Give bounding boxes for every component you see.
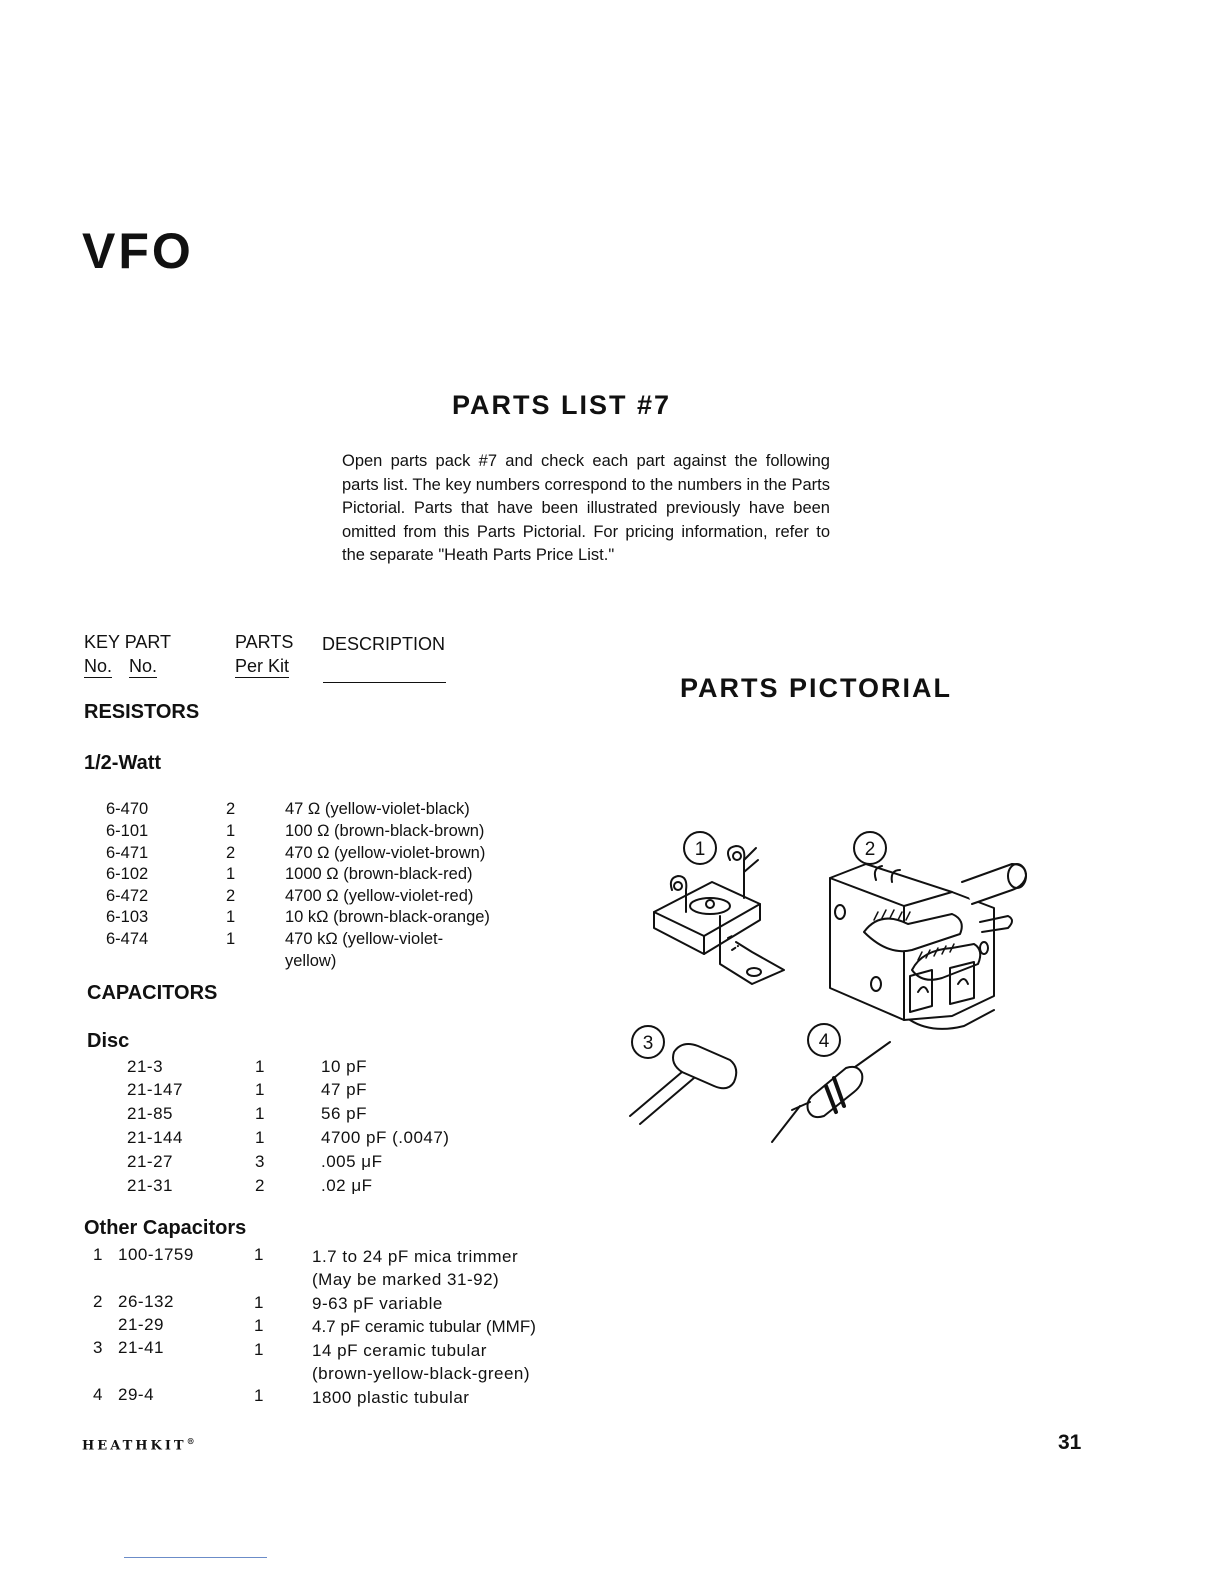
resistor-qty: 2: [226, 844, 236, 862]
callout-3: [632, 1026, 664, 1058]
resistor-part: 6-474: [106, 930, 149, 948]
disc-part: 21-31: [127, 1176, 173, 1195]
other-part: 21-41: [118, 1338, 164, 1357]
resistor-desc: 4700 Ω (yellow-violet-red): [285, 887, 474, 905]
other-key: 2: [93, 1292, 103, 1311]
mica-trimmer-drawing: [654, 846, 784, 984]
other-part: 26-132: [118, 1292, 174, 1311]
registered-mark: ®: [186, 1436, 195, 1446]
resistor-desc: 470 Ω (yellow-violet-brown): [285, 844, 486, 862]
other-part: 100-1759: [118, 1245, 194, 1264]
other-desc: 14 pF ceramic tubular: [312, 1341, 487, 1360]
callout-1: [684, 832, 716, 864]
disc-qty: 1: [255, 1104, 265, 1123]
disc-desc: 56 pF: [321, 1104, 367, 1123]
disc-desc: 47 pF: [321, 1080, 367, 1099]
resistor-qty: 2: [226, 887, 236, 905]
disc-desc: .02 μF: [321, 1176, 373, 1195]
disc-desc: .005 μF: [321, 1152, 383, 1171]
resistor-qty: 1: [226, 865, 236, 883]
resistor-desc-continued: yellow): [285, 952, 337, 970]
resistor-desc: 1000 Ω (brown-black-red): [285, 865, 473, 883]
disc-part: 21-144: [127, 1128, 183, 1147]
page-number: 31: [1058, 1431, 1082, 1454]
other-desc: 4.7 pF ceramic tubular (MMF): [312, 1317, 536, 1336]
disc-part: 21-3: [127, 1057, 164, 1076]
header-description-rule: [323, 682, 446, 683]
resistor-part: 6-472: [106, 887, 149, 905]
resistor-qty: 1: [226, 822, 236, 840]
variable-capacitor-drawing: [830, 864, 1026, 1029]
resistor-desc: 47 Ω (yellow-violet-black): [285, 800, 470, 818]
other-desc-continued: (brown-yellow-black-green): [312, 1364, 531, 1383]
heathkit-logo: [82, 1436, 195, 1453]
resistor-qty: 1: [226, 908, 236, 926]
header-per-kit: Per Kit: [235, 656, 290, 676]
disc-heading: Disc: [87, 1030, 130, 1052]
callout-label: 4: [818, 1031, 830, 1052]
resistor-qty: 1: [226, 930, 236, 948]
other-key: 1: [93, 1245, 103, 1264]
disc-qty: 1: [255, 1057, 265, 1076]
other-qty: 1: [254, 1316, 264, 1335]
other-desc: 1.7 to 24 pF mica trimmer: [312, 1247, 519, 1266]
header-key-no: No.: [84, 656, 113, 676]
parts-list-title: PARTS LIST #7: [452, 390, 672, 420]
header-key-part: KEY PART: [84, 632, 172, 652]
other-qty: 1: [254, 1340, 264, 1359]
resistors-heading: RESISTORS: [84, 701, 200, 723]
page-title: VFO: [82, 223, 194, 279]
footer-rule: [124, 1557, 267, 1558]
header-parts: PARTS: [235, 632, 294, 652]
resistor-desc: 100 Ω (brown-black-brown): [285, 822, 485, 840]
other-desc: 1800 plastic tubular: [312, 1388, 470, 1407]
parts-pictorial-illustration: [612, 820, 1042, 1155]
resistor-part: 6-102: [106, 865, 149, 883]
other-key: 4: [93, 1385, 103, 1404]
callout-2: [854, 832, 886, 864]
other-qty: 1: [254, 1386, 264, 1405]
other-capacitors-heading: Other Capacitors: [84, 1217, 247, 1239]
disc-qty: 2: [255, 1176, 265, 1195]
disc-desc: 4700 pF (.0047): [321, 1128, 450, 1147]
resistor-qty: 2: [226, 800, 236, 818]
disc-part: 21-147: [127, 1080, 183, 1099]
resistor-desc: 470 kΩ (yellow-violet-: [285, 930, 444, 948]
other-qty: 1: [254, 1245, 264, 1264]
other-qty: 1: [254, 1293, 264, 1312]
half-watt-heading: 1/2-Watt: [84, 752, 162, 774]
parts-pictorial-title: PARTS PICTORIAL: [680, 673, 953, 703]
brand-name: HEATHKIT: [82, 1438, 187, 1454]
resistor-desc: 10 kΩ (brown-black-orange): [285, 908, 490, 926]
header-part-no: No.: [129, 656, 158, 676]
header-description: DESCRIPTION: [322, 634, 446, 654]
resistor-part: 6-101: [106, 822, 149, 840]
disc-qty: 1: [255, 1128, 265, 1147]
other-part: 21-29: [118, 1315, 164, 1334]
disc-part: 21-85: [127, 1104, 173, 1123]
disc-qty: 3: [255, 1152, 265, 1171]
capacitors-heading: CAPACITORS: [87, 982, 218, 1004]
disc-part: 21-27: [127, 1152, 173, 1171]
callout-4: [808, 1024, 840, 1056]
disc-qty: 1: [255, 1080, 265, 1099]
other-desc-continued: (May be marked 31-92): [312, 1270, 500, 1289]
resistor-part: 6-103: [106, 908, 149, 926]
resistor-part: 6-470: [106, 800, 149, 818]
callout-label: 2: [864, 839, 876, 860]
other-desc: 9-63 pF variable: [312, 1294, 443, 1313]
callout-label: 3: [642, 1033, 654, 1054]
resistor-part: 6-471: [106, 844, 149, 862]
plastic-tubular-drawing: [772, 1042, 890, 1142]
other-key: 3: [93, 1338, 103, 1357]
callout-label: 1: [694, 839, 706, 860]
disc-desc: 10 pF: [321, 1057, 367, 1076]
intro-paragraph: Open parts pack #7 and check each part against the following parts list. The key numbers correspond to the numbers in the Parts Pictorial. Parts that have been illustrated previously have been omitted from this Parts Pictorial. For pricing information, refer to the separate "Heath Parts Price List.": [342, 452, 830, 564]
other-part: 29-4: [118, 1385, 155, 1404]
